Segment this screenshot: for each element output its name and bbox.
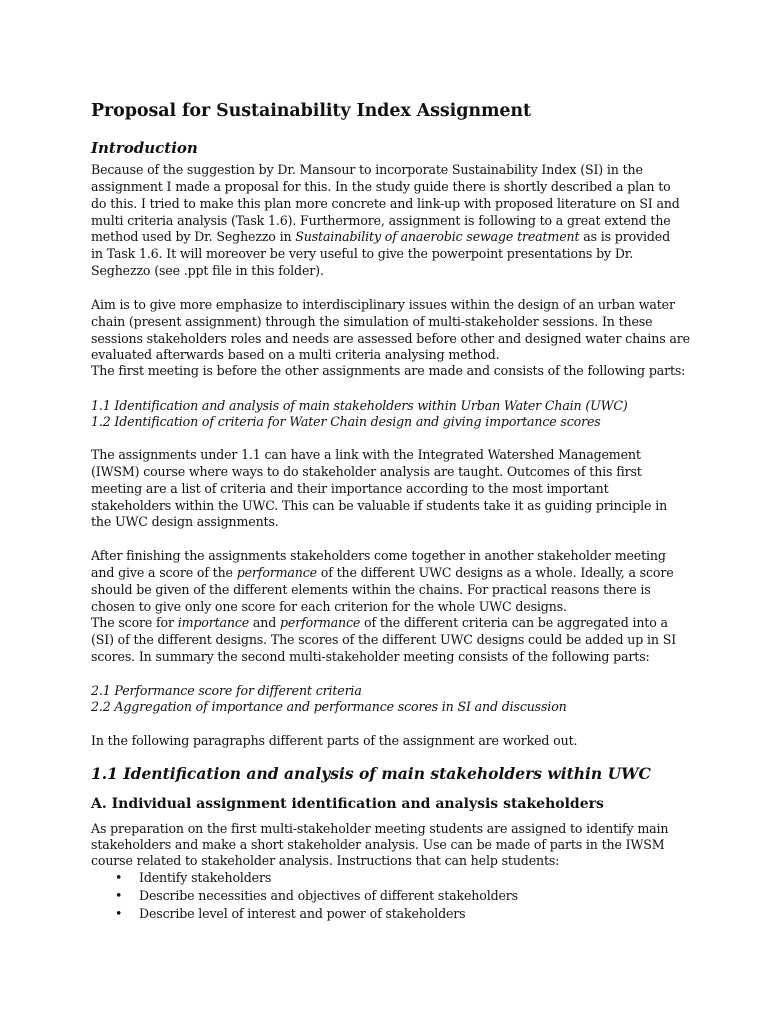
text-line: should be given of the different elements within the chains. For practical reasons there is: [91, 582, 651, 597]
text-run: of the different criteria can be aggregated into a: [360, 615, 668, 630]
text-run: method used by Dr. Seghezzo in: [91, 229, 296, 244]
text-run: The score for: [91, 615, 178, 630]
list-item: 2.2 Aggregation of importance and performance scores in SI and discussion: [91, 699, 567, 714]
introduction-heading: Introduction: [91, 139, 198, 157]
text-line: The first meeting is before the other assignments are made and consists of the following parts:: [91, 363, 686, 378]
text-line: do this. I tried to make this plan more concrete and link-up with proposed literature on SI and: [91, 196, 680, 211]
text-line: chosen to give only one score for each criterion for the whole UWC designs.: [91, 599, 567, 614]
text-line: The assignments under 1.1 can have a link with the Integrated Watershed Management: [91, 447, 641, 462]
text-line: stakeholders and make a short stakeholder analysis. Use can be made of parts in the IWSM: [91, 837, 665, 852]
document-title: Proposal for Sustainability Index Assignment: [91, 101, 532, 121]
bullet-text: Describe necessities and objectives of different stakeholders: [139, 888, 518, 903]
text-line: evaluated afterwards based on a multi criteria analysing method.: [91, 347, 500, 362]
text-line: scores. In summary the second multi-stakeholder meeting consists of the following parts:: [91, 649, 650, 664]
italic-text-run: Sustainability of anaerobic sewage treatment: [295, 229, 580, 244]
text-line: in Task 1.6. It will moreover be very useful to give the powerpoint presentations by Dr.: [91, 246, 634, 261]
subsection-heading: A. Individual assignment identification and analysis stakeholders: [91, 796, 604, 812]
text-run: and give a score of the: [91, 565, 237, 580]
text-line: [91, 228, 670, 245]
bullet-item: [115, 905, 465, 922]
bullet-item: [115, 869, 271, 886]
text-run: of the different UWC designs as a whole. Ideally, a score: [316, 565, 674, 580]
bullet-text: Describe level of interest and power of stakeholders: [139, 906, 466, 921]
text-line: multi criteria analysis (Task 1.6). Furthermore, assignment is following to a great extend the: [91, 213, 671, 228]
bullet-icon: •: [115, 870, 123, 885]
text-line: [91, 614, 668, 631]
bullet-icon: •: [115, 906, 123, 921]
text-line: Because of the suggestion by Dr. Mansour to incorporate Sustainability Index (SI) in the: [91, 162, 643, 177]
text-line: chain (present assignment) through the simulation of multi-stakeholder sessions. In these: [91, 314, 653, 329]
text-line: course related to stakeholder analysis. Instructions that can help students:: [91, 853, 560, 868]
text-line: Seghezzo (see .ppt file in this folder).: [91, 263, 324, 278]
paragraph-intro-5: In the following paragraphs different parts of the assignment are worked out.: [91, 733, 578, 748]
list-item: 2.1 Performance score for different criteria: [91, 683, 362, 698]
italic-text-run: importance: [177, 615, 250, 630]
text-line: sessions stakeholders roles and needs are assessed before other and designed water chains are: [91, 331, 690, 346]
text-line: After finishing the assignments stakeholders come together in another stakeholder meeting: [91, 548, 666, 563]
list-item: 1.1 Identification and analysis of main stakeholders within Urban Water Chain (UWC): [91, 398, 628, 413]
text-run: and: [249, 615, 280, 630]
section-heading: 1.1 Identification and analysis of main stakeholders within UWC: [91, 764, 651, 783]
text-line: Aim is to give more emphasize to interdisciplinary issues within the design of an urban water: [91, 297, 675, 312]
bullet-text: Identify stakeholders: [139, 870, 272, 885]
text-line: As preparation on the first multi-stakeholder meeting students are assigned to identify main: [91, 821, 669, 836]
text-line: the UWC design assignments.: [91, 514, 279, 529]
text-line: (SI) of the different designs. The scores of the different UWC designs could be added up in SI: [91, 632, 677, 647]
italic-text-run: performance: [236, 565, 317, 580]
text-line: [91, 564, 674, 581]
list-item: 1.2 Identification of criteria for Water Chain design and giving importance scores: [91, 414, 601, 429]
text-line: assignment I made a proposal for this. In the study guide there is shortly described a plan to: [91, 179, 671, 194]
italic-text-run: performance: [279, 615, 361, 630]
text-line: meeting are a list of criteria and their importance according to the most important: [91, 481, 609, 496]
text-line: (IWSM) course where ways to do stakeholder analysis are taught. Outcomes of this first: [91, 464, 642, 479]
bullet-item: [115, 887, 518, 904]
text-run: as is provided: [579, 229, 670, 244]
bullet-icon: •: [115, 888, 123, 903]
text-line: stakeholders within the UWC. This can be valuable if students take it as guiding principle in: [91, 498, 668, 513]
